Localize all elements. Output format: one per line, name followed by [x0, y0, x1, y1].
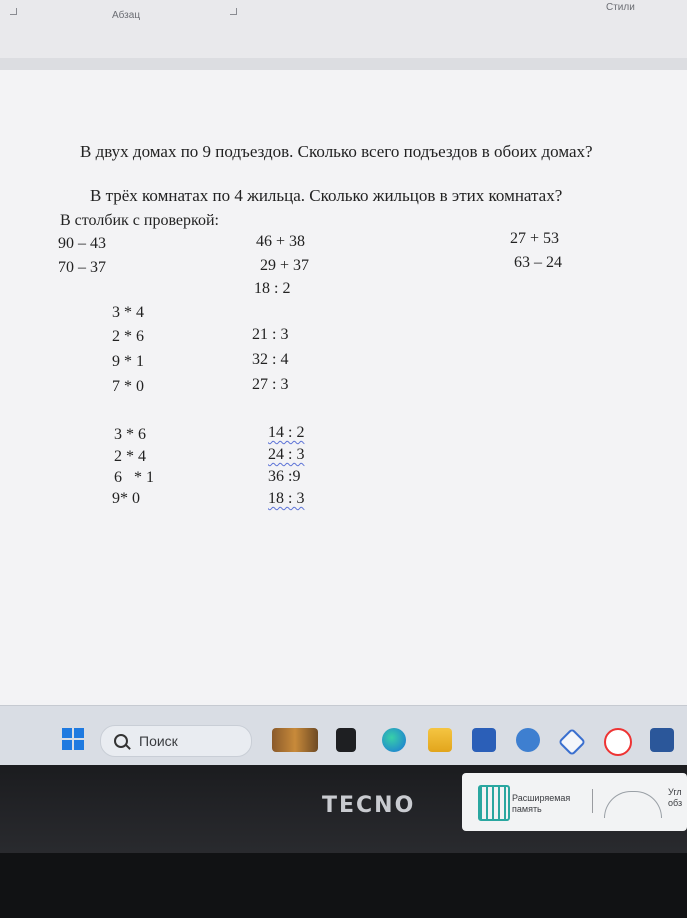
search-box[interactable] [100, 725, 252, 757]
terminal-icon[interactable] [336, 728, 356, 752]
bezel-shadow [0, 853, 687, 918]
app-icon[interactable] [558, 728, 586, 756]
laptop-bezel [0, 765, 687, 918]
store-icon[interactable] [472, 728, 496, 752]
windows-icon[interactable] [62, 728, 84, 750]
folder-icon[interactable] [428, 728, 452, 752]
mult-1-1: 3 * 4 [112, 304, 144, 321]
settings-icon[interactable] [516, 728, 540, 752]
promo-sticker [462, 773, 687, 831]
styles-group-label: Стили [606, 2, 635, 13]
mult-2-2: 2 * 4 [114, 448, 146, 465]
problem-2-text: В трёх комнатах по 4 жильца. Сколько жильцов в этих комнатах? [90, 186, 563, 205]
div-1-3: 27 : 3 [252, 376, 289, 393]
word-icon[interactable] [650, 728, 674, 752]
paragraph-group-label: Абзац [112, 10, 141, 21]
search-placeholder: Поиск [139, 733, 178, 749]
problem-1-text: В двух домах по 9 подъездов. Сколько всего подъездов в обоих домах? [80, 142, 593, 161]
sticker-text-1: Расширяемая [512, 793, 571, 803]
ribbon-separator [0, 58, 687, 70]
memory-chip-icon [478, 785, 510, 821]
sticker-text-3: Угл [668, 787, 682, 797]
div-2-4: 18 : 3 [268, 490, 305, 507]
paragraph-launcher-icon[interactable] [230, 8, 237, 15]
div-2-3: 36 :9 [268, 468, 301, 485]
expr-col2-3: 18 : 2 [254, 280, 291, 297]
mult-1-3: 9 * 1 [112, 353, 144, 370]
yandex-icon[interactable] [604, 728, 632, 756]
mult-2-1: 3 * 6 [114, 426, 146, 443]
sticker-text-2: память [512, 804, 542, 814]
mult-1-2: 2 * 6 [112, 328, 144, 345]
expr-col1-2: 70 – 37 [58, 259, 106, 276]
sticker-divider [592, 789, 593, 813]
search-icon [114, 734, 128, 748]
expr-col2-1: 46 + 38 [256, 233, 306, 250]
media-icon[interactable] [272, 728, 318, 752]
div-1-2: 32 : 4 [252, 351, 289, 368]
expr-col3-1: 27 + 53 [510, 230, 560, 247]
mult-2-4: 9* 0 [112, 490, 140, 507]
mult-2-3: 6 * 1 [114, 469, 154, 486]
expr-col2-2: 29 + 37 [260, 257, 310, 274]
div-1-1: 21 : 3 [252, 326, 289, 343]
taskbar [0, 705, 687, 766]
edge-icon[interactable] [382, 728, 406, 752]
div-2-1: 14 : 2 [268, 424, 305, 441]
ribbon-bar [0, 0, 687, 59]
expr-col3-2: 63 – 24 [514, 254, 562, 271]
document-page[interactable] [0, 70, 687, 705]
mult-1-4: 7 * 0 [112, 378, 144, 395]
angle-arc-icon [604, 791, 662, 818]
brand-logo: TECNO [322, 793, 416, 818]
dialog-launcher-icon[interactable] [10, 8, 17, 15]
sticker-text-4: обз [668, 798, 683, 808]
div-2-2: 24 : 3 [268, 446, 305, 463]
column-instruction: В столбик с проверкой: [60, 212, 219, 229]
expr-col1-1: 90 – 43 [58, 235, 106, 252]
